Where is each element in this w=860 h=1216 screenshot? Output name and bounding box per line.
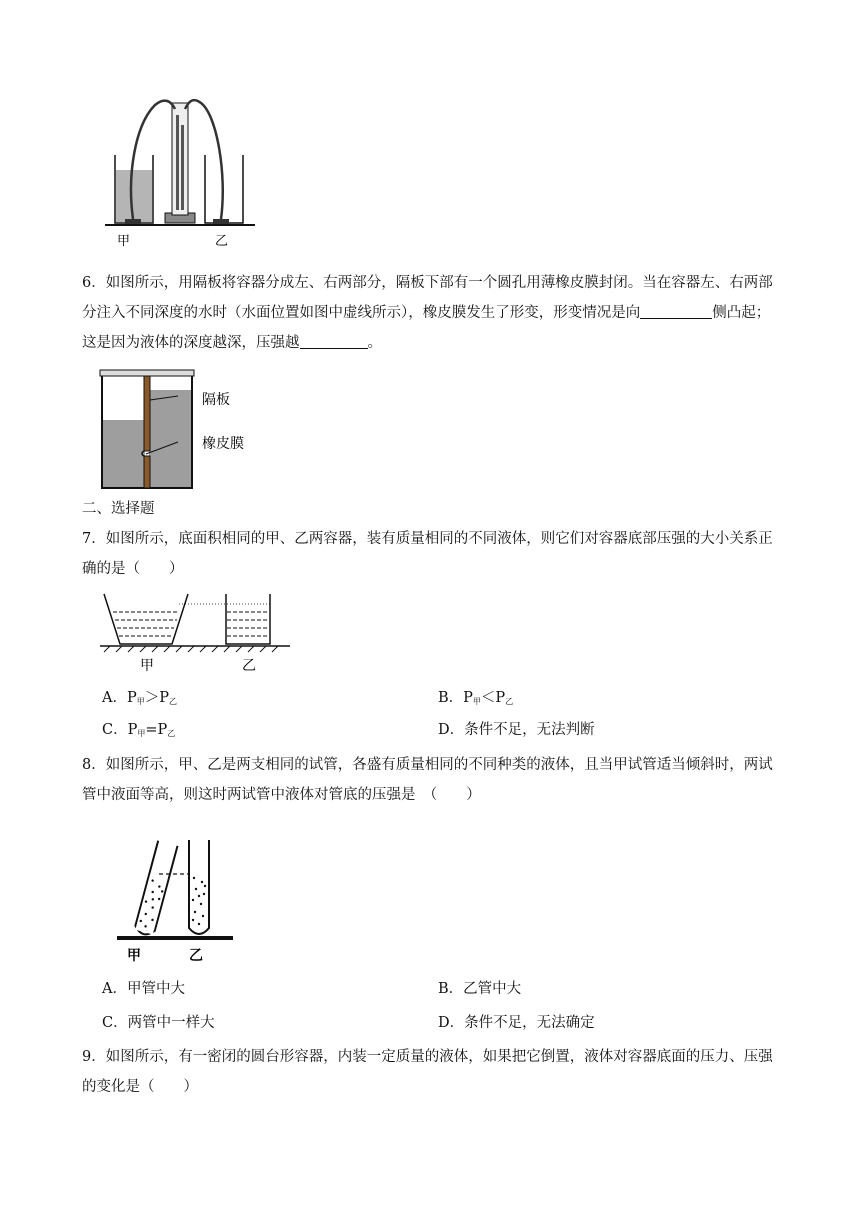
question-6-text-c: 。: [367, 335, 382, 351]
option-d[interactable]: D．条件不足，无法判断: [438, 722, 595, 738]
label-yi: 乙: [189, 948, 203, 964]
figure-two-containers: [100, 590, 290, 672]
option-a[interactable]: A．$P_甲>P_乙$: [102, 690, 177, 706]
option-d[interactable]: D．条件不足，无法确定: [438, 1015, 595, 1031]
question-6-text-a: 6．如图所示，用隔板将容器分成左、右两部分，隔板下部有一个圆孔用薄橡皮膜封闭。当在容器左、右两部分注入不同深度的水时（水面位置如图中虚线所示），橡皮膜发生了形变，形变情况是向: [82, 275, 773, 321]
label-jia: 甲: [127, 948, 141, 964]
question-6: [82, 268, 782, 358]
question-7-stem: 7．如图所示，底面积相同的甲、乙两容器，装有质量相同的不同液体，则它们对容器底部压强的大小关系正确的是（ ）: [82, 531, 773, 577]
question-6-text-b: 侧凸起；这是因为液体的深度越深，压强越: [82, 305, 771, 351]
option-a[interactable]: A．甲管中大: [102, 981, 185, 997]
option-b[interactable]: B．乙管中大: [438, 981, 522, 997]
figure-manometer-beakers: [105, 95, 255, 250]
question-8-stem: 8．如图所示，甲、乙是两支相同的试管，各盛有质量相同的不同种类的液体，且当甲试管适当倾斜时，两试管中液面等高，则这时两试管中液体对管底的压强是 （ ）: [82, 757, 773, 803]
answer-blank-1[interactable]: [640, 304, 712, 319]
label-membrane: 橡皮膜: [202, 436, 244, 452]
question-9-stem: 9．如图所示，有一密闭的圆台形容器，内装一定质量的液体，如果把它倒置，液体对容器底面的压力、压强的变化是（ ）: [82, 1049, 773, 1095]
option-c[interactable]: C．$P_甲=P_乙$: [102, 722, 176, 738]
label-jia: 甲: [117, 234, 131, 249]
option-c[interactable]: C．两管中一样大: [102, 1015, 215, 1031]
label-yi: 乙: [242, 658, 256, 672]
figure-test-tubes: [115, 836, 235, 966]
figure-partition-container: [98, 368, 268, 490]
label-jia: 甲: [140, 658, 154, 672]
option-b[interactable]: B．$P_甲<P_乙$: [438, 690, 514, 706]
answer-blank-2[interactable]: [300, 334, 368, 349]
label-partition: 隔板: [202, 392, 230, 408]
label-yi: 乙: [215, 234, 229, 249]
section-heading: 二、选择题: [82, 501, 155, 517]
